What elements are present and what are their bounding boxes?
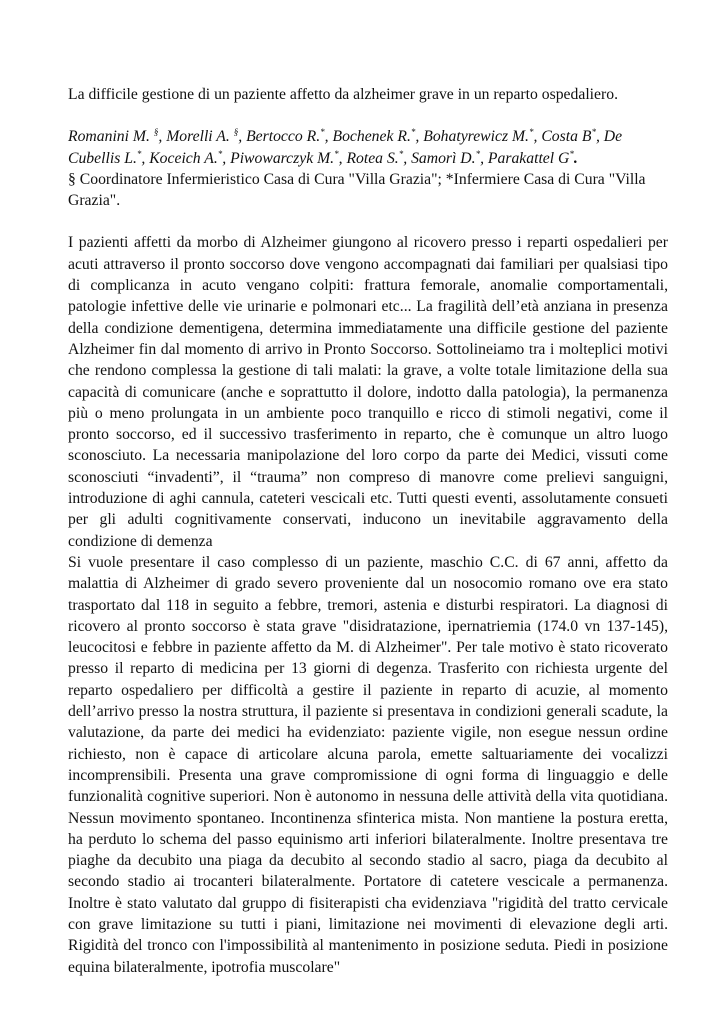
author: Bohatyrewicz M.*, bbox=[423, 127, 538, 146]
author-list bbox=[68, 126, 668, 169]
author: Bertocco R.*, bbox=[246, 127, 329, 146]
author: Morelli A. §, bbox=[166, 127, 243, 146]
author: Romanini M. §, bbox=[68, 127, 163, 146]
author: De Cubellis L.*, bbox=[68, 128, 623, 167]
author: Rotea S.*, bbox=[346, 148, 408, 167]
affiliation-note: § Coordinatore Infermieristico Casa di Cura "Villa Grazia"; *Infermiere Casa di Cura "Villa Grazia". bbox=[68, 170, 646, 210]
author: Piwowarczyk M.*, bbox=[230, 148, 343, 167]
body-paragraph: Si vuole presentare il caso complesso di un paziente, maschio C.C. di 67 anni, affetto da malattia di Alzheimer di grado severo proveniente dal un nosocomio romano ove era stato trasportato dal 118 in seguito a febbre, tremori, astenia e disturbi respiratori. La diagnosi di ricovero al pronto soccorso è stata grave "disidratazione, ipernatriemia (174.0 vn 137-145), leucocitosi e febbre in paziente affetto da M. di Alzheimer". Per tale motivo è stato ricoverato presso il reparto di medicina per 13 giorni di degenza. Trasferito con richiesta urgente del reparto ospedaliero per difficoltà a gestire il paziente in reparto di acuzie, al momento dell’arrivo presso la nostra struttura, il paziente si presentava in condizioni generali scadute, la valutazione, da parte dei medici ha evidenziato: paziente vigile, non esegue nessun ordine richiesto, non è capace di articolare alcuna parola, emette saltuariamente dei vocalizzi incomprensibili. Presenta una grave compromissione di ogni forma di linguaggio e delle funzionalità cognitive superiori. Non è autonomo in nessuna delle attività della vita quotidiana. Nessun movimento spontaneo. Incontinenza sfinterica mista. Non mantiene la postura eretta, ha perduto lo schema del passo equinismo arti inferiori bilateralmente. Inoltre presentava tre piaghe da decubito una piaga da decubito al secondo stadio al sacro, piaga da decubito al secondo stadio ai trocanteri bilateralmente. Portatore di catetere vescicale a permanenza. Inoltre è stato valutato dal gruppo di fisiterapisti cha evidenziava "rigidità del tratto cervicale con grave limitazione su tutti i piani, limitazione nei movimenti di elevazione degli arti. Rigidità del tronco con l'impossibilità al mantenimento in posizione seduta. Piedi in posizione equina bilateralmente, ipotrofia muscolare" bbox=[68, 553, 668, 976]
author: Parakattel G*. bbox=[487, 148, 578, 167]
author: Koceich A.*, bbox=[149, 148, 227, 167]
author: Costa B*, bbox=[541, 127, 600, 146]
author: Bochenek R.*, bbox=[332, 127, 420, 146]
body-paragraph: I pazienti affetti da morbo di Alzheimer giungono al ricovero presso i reparti ospedalieri per acuti attraverso il pronto soccorso dove vengono accompagnati dai familiari per qualsiasi tipo di complicanza in acuto vengano colpiti: frattura femorale, anomalie comportamentali, patologie infettive delle vie urinarie e polmonari etc... La fragilità dell’età anziana in presenza della condizione dementigena, determina immediatamente una difficile gestione del paziente Alzheimer fin dal momento di arrivo in Pronto Soccorso. Sottolineiamo tra i molteplici motivi che rendono complessa la gestione di tali malati: la grave, a volte totale limitazione della sua capacità di comunicare (anche e soprattutto il dolore, indotto dalla patologia), la permanenza più o meno prolungata in un ambiente poco tranquillo e ricco di stimoli negativi, come il pronto soccorso, ed il successivo trasferimento in reparto, che è comunque un altro luogo sconosciuto. La necessaria manipolazione del loro corpo da parte dei Medici, vissuti come sconosciuti “invadenti”, il “trauma” non compreso di manovre come prelievi sanguigni, introduzione di aghi cannula, cateteri vescicali etc. Tutti questi eventi, assolutamente consueti per gli adulti cognitivamente conservati, inducono un inevitabile aggravamento della condizione di demenza bbox=[68, 234, 668, 550]
document-title: La difficile gestione di un paziente affetto da alzheimer grave in un reparto ospedaliero. bbox=[68, 86, 618, 103]
document-page bbox=[68, 84, 668, 978]
author: Samorì D.*, bbox=[411, 148, 484, 167]
